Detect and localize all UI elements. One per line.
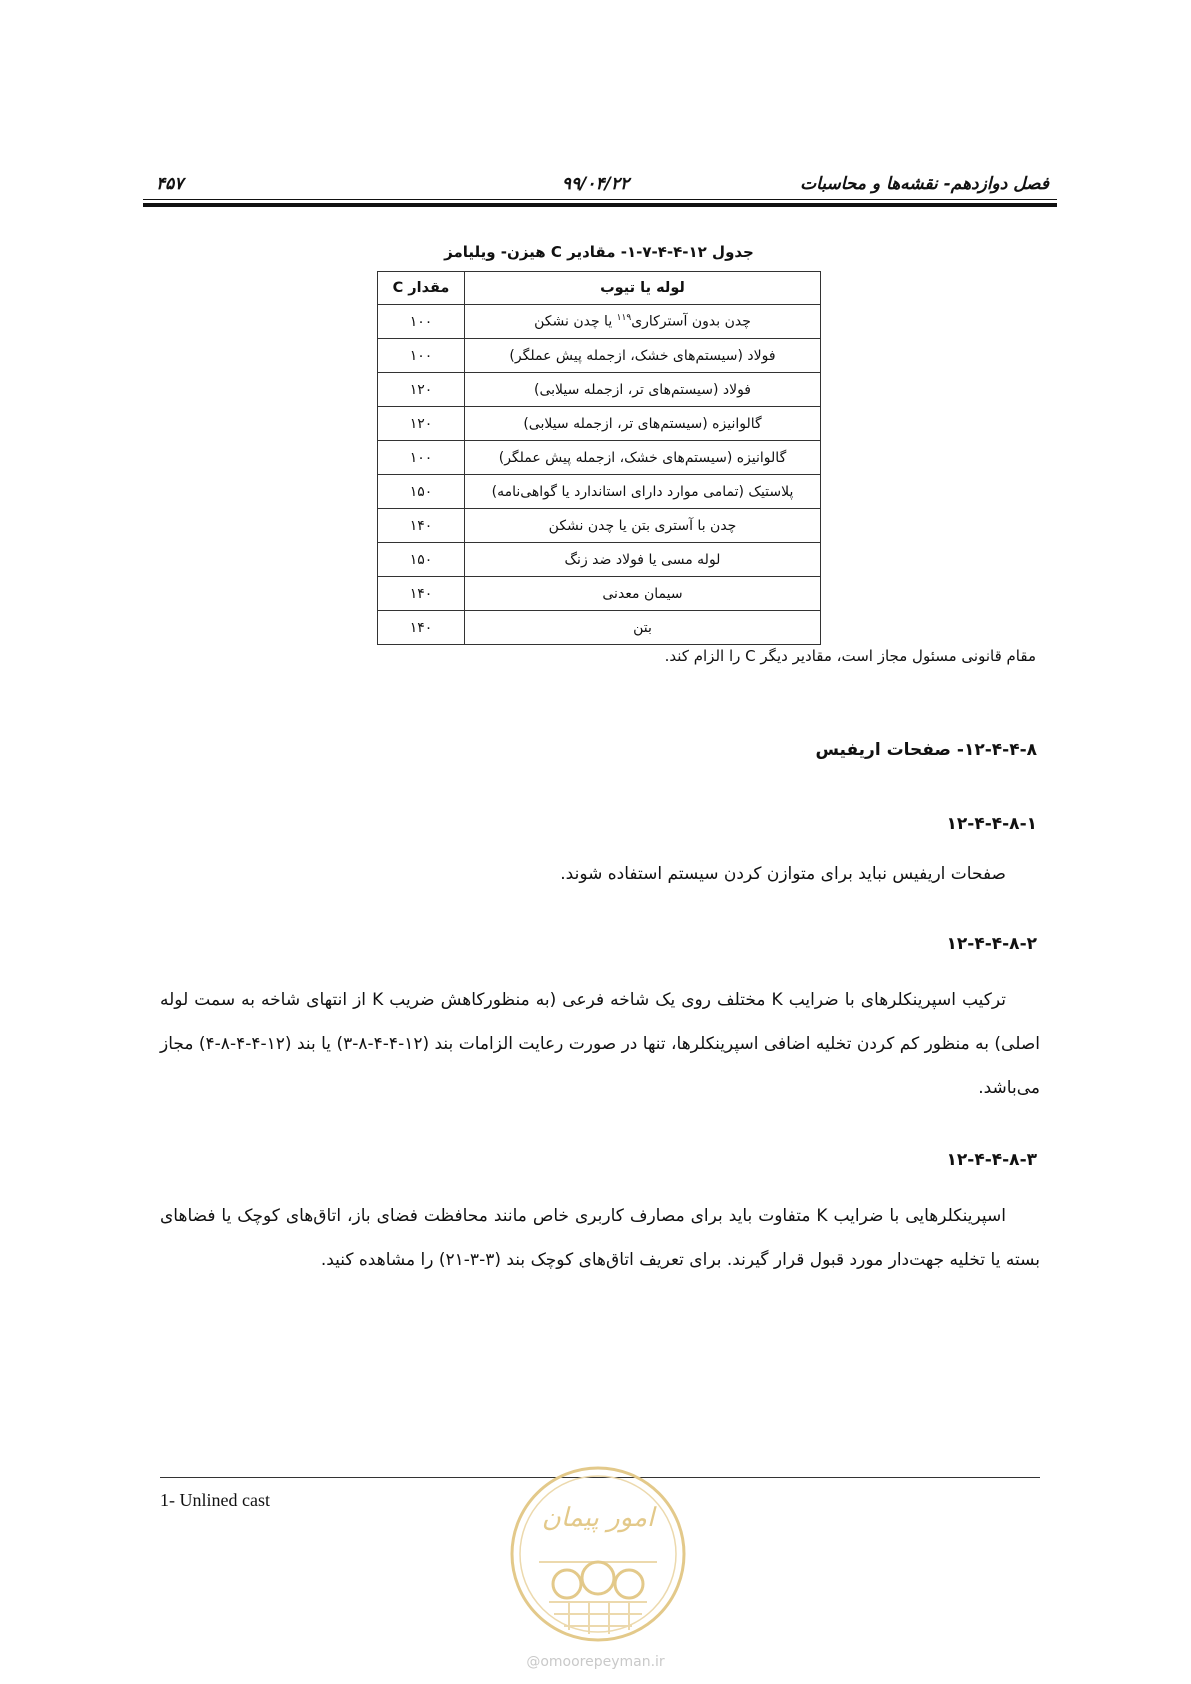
- table-header-row: [378, 272, 821, 305]
- value-cell: ۱۵۰: [378, 543, 465, 577]
- value-cell: ۱۰۰: [378, 339, 465, 373]
- subsection-number: ۱۲-۴-۴-۸-۳: [946, 1150, 1037, 1170]
- table-row: [378, 441, 821, 475]
- value-cell: ۱۴۰: [378, 611, 465, 645]
- table-row: [378, 577, 821, 611]
- table-row: [378, 509, 821, 543]
- table-row: [378, 611, 821, 645]
- value-cell: ۱۲۰: [378, 373, 465, 407]
- pipe-cell: گالوانیزه (سیستم‌های تر، ازجمله سیلابی): [465, 407, 821, 441]
- pipe-cell: سیمان معدنی: [465, 577, 821, 611]
- pipe-cell: پلاستیک (تمامی موارد دارای استاندارد یا گواهی‌نامه): [465, 475, 821, 509]
- column-header-value: مقدار C: [378, 272, 465, 305]
- subsection-number: ۱۲-۴-۴-۸-۲: [946, 934, 1037, 954]
- footnote-ref: ۱۱۹: [616, 313, 632, 324]
- pipe-cell-text-tail: یا چدن نشکن: [534, 313, 617, 330]
- header-rule-thick: [143, 203, 1057, 207]
- pipe-cell: لوله مسی یا فولاد ضد زنگ: [465, 543, 821, 577]
- table-row: [378, 373, 821, 407]
- value-cell: ۱۰۰: [378, 441, 465, 475]
- pipe-cell: [465, 305, 821, 339]
- pipe-cell: فولاد (سیستم‌های خشک، ازجمله پیش عملگر): [465, 339, 821, 373]
- table-caption: جدول ۱۲-۴-۴-۷-۱- مقادیر C هیزن- ویلیامز: [444, 243, 754, 261]
- chapter-title: فصل دوازدهم- نقشه‌ها و محاسبات: [800, 174, 1049, 194]
- page-number: ۴۵۷: [156, 174, 184, 194]
- subsection-paragraph: ترکیب اسپرینکلرهای با ضرایب K مختلف روی یک شاخه فرعی (به منظورکاهش ضریب K از انتهای شاخه به سمت لوله اصلی) به منظور کم کردن تخلیه اضافی اسپرینکلرها، تنها در صورت رعایت الزامات بند (۱۲-۴-۴-۸-۳) یا بند (۱۲-۴-۴-۸-۴) مجاز می‌باشد.: [160, 990, 1040, 1098]
- footnote: 1- Unlined cast: [160, 1490, 270, 1510]
- table-row: [378, 339, 821, 373]
- pipe-cell: چدن با آستری بتن یا چدن نشکن: [465, 509, 821, 543]
- document-date: ۹۹/۰۴/۲۲: [561, 174, 630, 194]
- value-cell: ۱۲۰: [378, 407, 465, 441]
- subsection-number: ۱۲-۴-۴-۸-۱: [946, 814, 1037, 834]
- table-row: [378, 475, 821, 509]
- seal-text: امور پیمان: [541, 1503, 655, 1533]
- pipe-cell: بتن: [465, 611, 821, 645]
- table-row: [378, 543, 821, 577]
- value-cell: ۱۰۰: [378, 305, 465, 339]
- value-cell: ۱۵۰: [378, 475, 465, 509]
- table-row: [378, 305, 821, 339]
- header-rule-thin: [143, 199, 1057, 200]
- subsection-paragraph: صفحات اریفیس نباید برای متوازن کردن سیستم استفاده شوند.: [560, 864, 1006, 884]
- watermark-site: @omoorepeyman.ir: [526, 1654, 665, 1670]
- value-cell: ۱۴۰: [378, 509, 465, 543]
- hazen-williams-table: [377, 271, 821, 645]
- value-cell: ۱۴۰: [378, 577, 465, 611]
- table-note: مقام قانونی مسئول مجاز است، مقادیر دیگر C را الزام کند.: [664, 647, 1036, 665]
- subsection-paragraph: اسپرینکلرهایی با ضرایب K متفاوت باید برای مصارف کاربری خاص مانند محافظت فضای باز، اتاق‌های کوچک یا فضاهای بسته یا تخلیه جهت‌دار مورد قبول قرار گیرند. برای تعریف اتاق‌های کوچک بند (۳-۳-۲۱) را مشاهده کنید.: [160, 1206, 1040, 1270]
- watermark-seal-icon: [509, 1462, 687, 1650]
- pipe-cell: فولاد (سیستم‌های تر، ازجمله سیلابی): [465, 373, 821, 407]
- pipe-cell-text: چدن بدون آسترکاری: [631, 313, 751, 330]
- table-row: [378, 407, 821, 441]
- section-heading: ۱۲-۴-۴-۸- صفحات اریفیس: [815, 740, 1037, 760]
- column-header-pipe: لوله یا تیوب: [465, 272, 821, 305]
- pipe-cell: گالوانیزه (سیستم‌های خشک، ازجمله پیش عملگر): [465, 441, 821, 475]
